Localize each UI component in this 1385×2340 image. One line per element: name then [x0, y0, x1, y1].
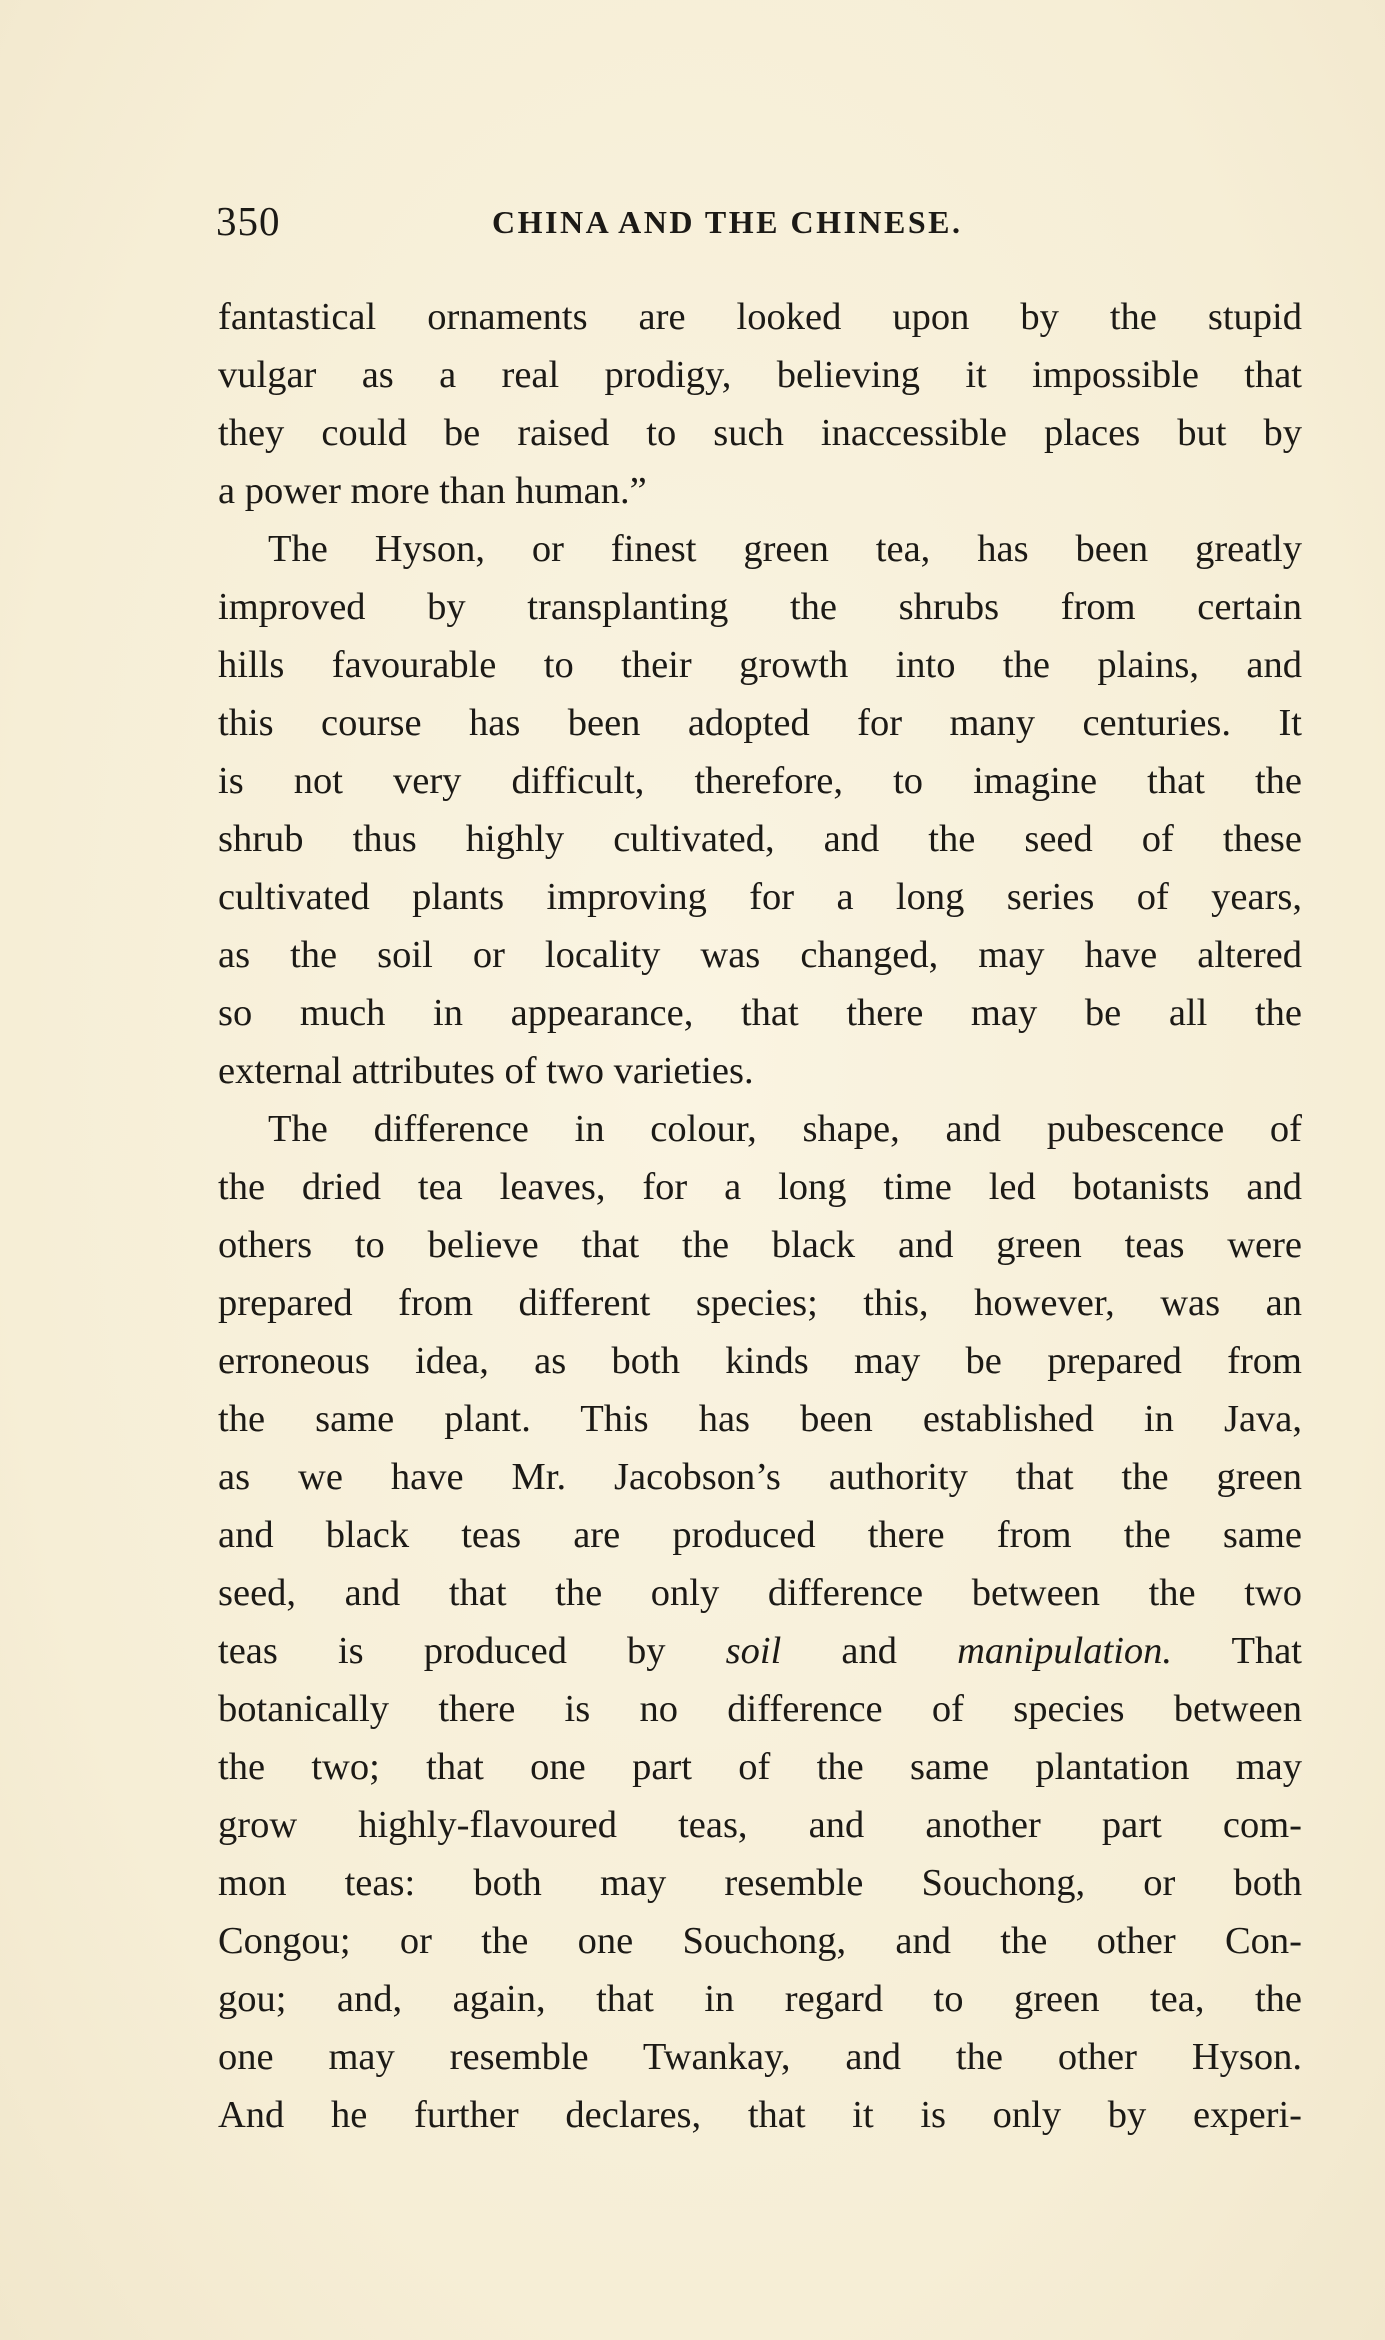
text-line-with-italics: [218, 1622, 1302, 1680]
text-line: prepared from different species; this, however, was an: [218, 1282, 1302, 1324]
text-line: Congou; or the one Souchong, and the other Con-: [218, 1920, 1302, 1962]
text-line: external attributes of two varieties.: [218, 1050, 754, 1092]
text-line: this course has been adopted for many centuries. It: [218, 702, 1302, 744]
text-line: grow highly-flavoured teas, and another part com-: [218, 1804, 1302, 1846]
italic-term-manipulation: manipulation.: [957, 1630, 1173, 1672]
text-line: others to believe that the black and green teas were: [218, 1224, 1302, 1266]
text-line: shrub thus highly cultivated, and the seed of these: [218, 818, 1302, 860]
text-line: hills favourable to their growth into the plains, and: [218, 644, 1302, 686]
text-line: And he further declares, that it is only by experi-: [218, 2094, 1302, 2136]
text-line: fantastical ornaments are looked upon by the stupid: [218, 296, 1302, 338]
text-line: seed, and that the only difference between the two: [218, 1572, 1302, 1614]
italic-term-soil: soil: [725, 1630, 782, 1672]
text-line: as we have Mr. Jacobson’s authority that the green: [218, 1456, 1302, 1498]
text-line: as the soil or locality was changed, may have altered: [218, 934, 1302, 976]
page-header: [216, 196, 1276, 246]
text-line: they could be raised to such inaccessible places but by: [218, 412, 1302, 454]
text-line: vulgar as a real prodigy, believing it impossible that: [218, 354, 1302, 396]
body-text: [218, 288, 1302, 2144]
text-line: is not very difficult, therefore, to imagine that the: [218, 760, 1302, 802]
text-line: one may resemble Twankay, and the other Hyson.: [218, 2036, 1302, 2078]
text-line: the two; that one part of the same plantation may: [218, 1746, 1302, 1788]
text-line: improved by transplanting the shrubs from certain: [218, 586, 1302, 628]
text-line: cultivated plants improving for a long series of years,: [218, 876, 1302, 918]
text-segment: and: [781, 1630, 958, 1672]
text-line: erroneous idea, as both kinds may be prepared from: [218, 1340, 1302, 1382]
text-segment: teas is produced by: [218, 1630, 726, 1672]
text-line: botanically there is no difference of species between: [218, 1688, 1302, 1730]
text-line: the dried tea leaves, for a long time led botanists and: [218, 1166, 1302, 1208]
text-line: the same plant. This has been established in Java,: [218, 1398, 1302, 1440]
running-head: CHINA AND THE CHINESE.: [492, 204, 963, 240]
text-segment: That: [1172, 1630, 1302, 1672]
page-number: 350: [216, 198, 281, 244]
paragraph-first-line: The Hyson, or finest green tea, has been greatly: [268, 528, 1302, 570]
text-line: and black teas are produced there from the same: [218, 1514, 1302, 1556]
paragraph-first-line: The difference in colour, shape, and pubescence of: [268, 1108, 1302, 1150]
text-line: a power more than human.”: [218, 470, 647, 512]
text-line: so much in appearance, that there may be all the: [218, 992, 1302, 1034]
text-line: mon teas: both may resemble Souchong, or both: [218, 1862, 1302, 1904]
text-line: gou; and, again, that in regard to green tea, the: [218, 1978, 1302, 2020]
